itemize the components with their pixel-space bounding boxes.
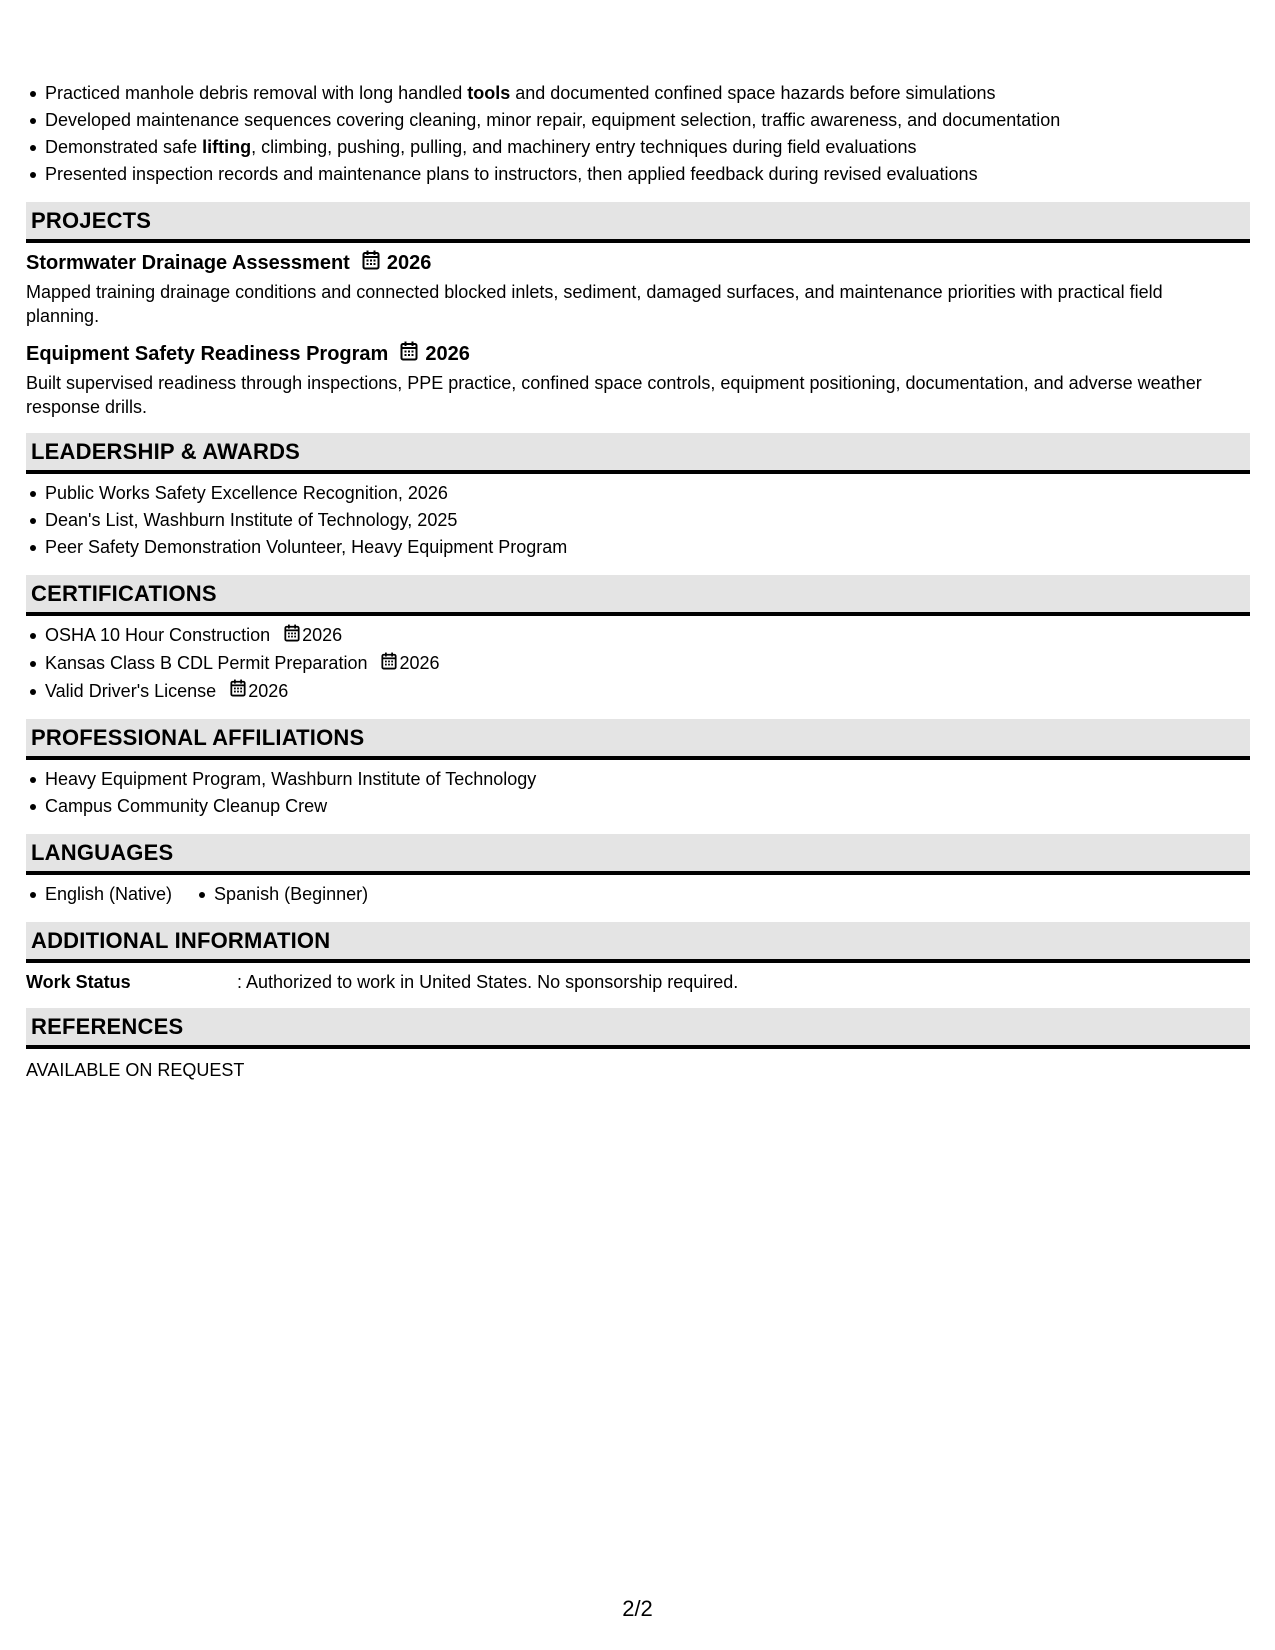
references-text: AVAILABLE ON REQUEST [26, 1060, 245, 1081]
list-item: Heavy Equipment Program, Washburn Institute of Technology [45, 766, 1250, 793]
affiliations-list [26, 766, 1250, 820]
work-status-row [26, 970, 1250, 994]
list-item [45, 678, 1250, 706]
leadership-list [26, 480, 1250, 561]
section-heading-additional-info: ADDITIONAL INFORMATION [26, 922, 1250, 963]
resume-page [26, 80, 1250, 1082]
project-title: Equipment Safety Readiness Program [26, 342, 389, 365]
work-status-label: Work Status [26, 972, 131, 993]
certification-name: OSHA 10 Hour Construction [45, 625, 271, 645]
experience-bullet-list [26, 80, 1250, 188]
list-item: Peer Safety Demonstration Volunteer, Heavy Equipment Program [45, 534, 1250, 561]
list-item [45, 650, 1250, 678]
project-description: Mapped training drainage conditions and connected blocked inlets, sediment, damaged surfaces, and maintenance priorities with practical field planning. [26, 282, 1163, 326]
certification-date: 2026 [248, 680, 289, 701]
calendar-icon [381, 651, 397, 678]
list-item: Campus Community Cleanup Crew [45, 793, 1250, 820]
section-heading-leadership: LEADERSHIP & AWARDS [26, 433, 1250, 474]
list-item: Practiced manhole debris removal with long handled tools and documented confined space hazards before simulations [45, 80, 1250, 107]
list-item: Presented inspection records and maintenance plans to instructors, then applied feedback during revised evaluations [45, 161, 1250, 188]
list-item: English (Native) [45, 881, 172, 908]
page-number: 2/2 [622, 1596, 653, 1621]
section-heading-languages: LANGUAGES [26, 834, 1250, 875]
work-status-value: : Authorized to work in United States. No sponsorship required. [237, 972, 739, 993]
project-date: 2026 [386, 251, 432, 274]
list-item: Public Works Safety Excellence Recognition, 2026 [45, 480, 1250, 507]
project-entry [26, 340, 1250, 419]
project-date: 2026 [425, 342, 470, 365]
section-heading-references: REFERENCES [26, 1008, 1250, 1049]
list-item: Dean's List, Washburn Institute of Technology, 2025 [45, 507, 1250, 534]
calendar-icon [230, 678, 246, 705]
certification-name: Valid Driver's License [45, 680, 217, 701]
certifications-list [26, 622, 1250, 705]
section-heading-projects: PROJECTS [26, 202, 1250, 243]
list-item: Spanish (Beginner) [214, 881, 368, 908]
certification-date: 2026 [302, 625, 343, 645]
list-item: Developed maintenance sequences covering cleaning, minor repair, equipment selection, traffic awareness, and documentation [45, 107, 1250, 134]
project-description: Built supervised readiness through inspections, PPE practice, confined space controls, equipment positioning, documentation, and adverse weather response drills. [26, 373, 1202, 417]
calendar-icon [400, 341, 418, 367]
project-entry [26, 249, 1250, 328]
list-item [45, 622, 1250, 650]
section-heading-affiliations: PROFESSIONAL AFFILIATIONS [26, 719, 1250, 760]
project-title: Stormwater Drainage Assessment [26, 251, 350, 274]
section-heading-certifications: CERTIFICATIONS [26, 575, 1250, 616]
calendar-icon [284, 623, 300, 650]
list-item: Demonstrated safe lifting, climbing, pushing, pulling, and machinery entry techniques during field evaluations [45, 134, 1250, 161]
certification-name: Kansas Class B CDL Permit Preparation [45, 652, 368, 673]
languages-list [26, 881, 1250, 908]
calendar-icon [362, 250, 380, 276]
certification-date: 2026 [399, 652, 440, 673]
